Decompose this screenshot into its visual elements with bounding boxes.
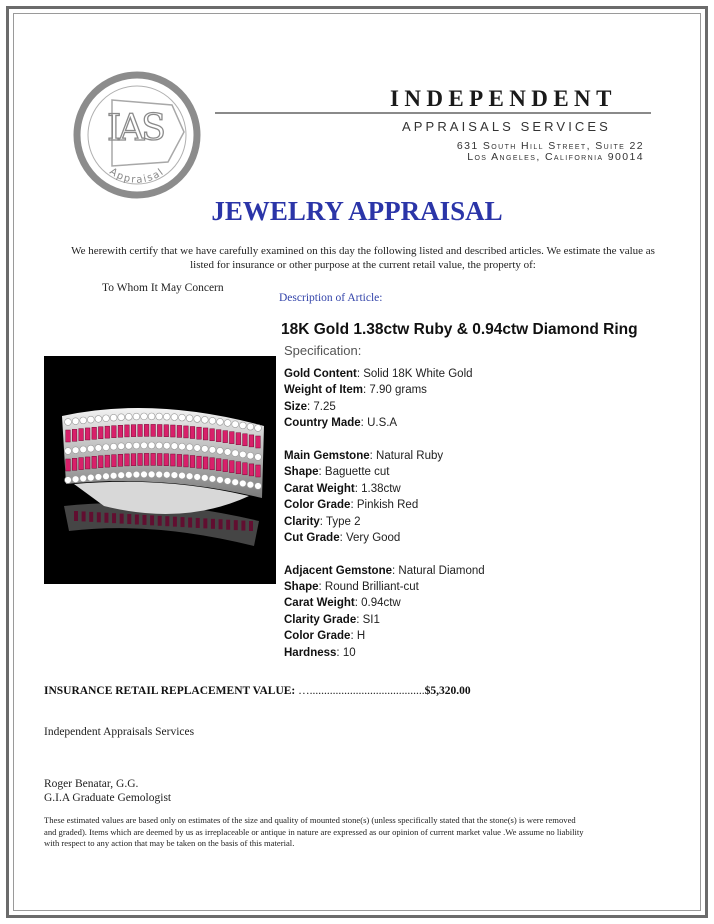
diamond-stone — [209, 417, 216, 424]
spec-row — [284, 563, 485, 579]
ruby-stone — [216, 459, 221, 471]
ruby-reflection — [181, 517, 185, 527]
diamond-stone — [156, 442, 163, 449]
spec-colon: : — [319, 515, 326, 528]
ruby-reflection — [188, 518, 192, 528]
ruby-stone — [236, 462, 241, 474]
diamond-stone — [103, 444, 110, 451]
ruby-stone — [79, 458, 84, 470]
ruby-stone — [125, 454, 130, 466]
diamond-stone — [80, 446, 87, 453]
spec-label: Country Made — [284, 417, 361, 430]
spec-label: Gold Content — [284, 368, 357, 380]
diamond-stone — [232, 450, 239, 457]
ruby-stone — [92, 456, 97, 468]
ruby-stone — [197, 456, 202, 468]
ruby-stone — [216, 430, 221, 442]
header-divider — [215, 112, 651, 114]
ruby-stone — [98, 427, 103, 439]
diamond-stone — [201, 445, 208, 452]
address-line-1: 631 South Hill Street, Suite 22 — [456, 140, 644, 152]
description-label: Description of Article: — [279, 292, 383, 304]
spec-row — [284, 415, 485, 431]
diamond-stone — [224, 478, 231, 485]
ruby-stone — [256, 465, 261, 477]
spec-colon: : — [336, 646, 343, 659]
diamond-stone — [186, 444, 193, 451]
ruby-reflection — [82, 511, 86, 521]
diamond-stone — [171, 414, 178, 421]
ruby-reflection — [135, 514, 139, 524]
ruby-reflection — [97, 512, 101, 522]
company-subtitle: APPRAISALS SERVICES — [402, 119, 611, 134]
diamond-stone — [217, 447, 224, 454]
spec-row — [284, 382, 485, 398]
diamond-stone — [217, 418, 224, 425]
ruby-stone — [229, 432, 234, 444]
diamond-stone — [217, 476, 224, 483]
diamond-stone — [247, 452, 254, 459]
ruby-stone — [98, 456, 103, 468]
diamond-stone — [171, 472, 178, 479]
item-title: 18K Gold 1.38ctw Ruby & 0.94ctw Diamond Ring — [281, 321, 638, 338]
logo-letters: IAS — [107, 108, 163, 149]
disclaimer: These estimated values are based only on estimates of the size and quality of mounted stone(s) (unless specifically stated that the stone(s) is were removed and graded). Items which are deemed by us as irreplaceable or antique in nature are expressed as our opinion of current market value .We assume no liability with respect to any action that may be taken on the basis of this material. — [44, 815, 584, 848]
diamond-stone — [125, 413, 132, 420]
ruby-stone — [72, 458, 77, 470]
diamond-stone — [255, 454, 262, 461]
diamond-stone — [103, 415, 110, 422]
diamond-stone — [194, 445, 201, 452]
diamond-stone — [179, 472, 186, 479]
spec-label: Adjacent Gemstone — [284, 564, 392, 577]
spec-label: Clarity — [284, 515, 320, 528]
ruby-stone — [243, 434, 248, 446]
diamond-stone — [148, 442, 155, 449]
ruby-reflection — [219, 519, 223, 529]
diamond-stone — [224, 420, 231, 427]
spec-value: Round Brilliant-cut — [324, 581, 419, 594]
ruby-stone — [223, 431, 228, 443]
ruby-stone — [256, 436, 261, 448]
diamond-stone — [87, 474, 94, 481]
certification-statement: We herewith certify that we have carefully examined on this day the following listed and described articles. We estimate the value as listed for insurance or other purpose at the current retail value, the property of: — [71, 245, 655, 271]
spec-value: Baguette cut — [324, 466, 390, 479]
ruby-reflection — [89, 512, 93, 522]
spec-group-gap — [284, 432, 485, 448]
spec-row — [284, 514, 485, 530]
diamond-stone — [125, 471, 132, 478]
ruby-stone — [157, 425, 162, 437]
spec-row — [284, 530, 485, 546]
ruby-stone — [92, 427, 97, 439]
diamond-stone — [247, 423, 254, 430]
ruby-stone — [190, 456, 195, 468]
ruby-reflection — [226, 520, 230, 530]
recipient: To Whom It May Concern — [102, 282, 224, 294]
ias-appraisal-logo — [72, 70, 202, 200]
diamond-stone — [72, 447, 79, 454]
diamond-stone — [179, 443, 186, 450]
ruby-reflection — [104, 513, 108, 523]
spec-colon: : — [369, 449, 377, 462]
spec-label: Color Grade — [284, 499, 351, 512]
diamond-stone — [118, 414, 125, 421]
spec-value: Very Good — [345, 531, 401, 544]
diamond-stone — [163, 413, 170, 420]
diamond-stone — [133, 442, 140, 449]
insurance-value-line — [44, 685, 471, 697]
diamond-stone — [209, 446, 216, 453]
diamond-stone — [194, 474, 201, 481]
ruby-reflection — [173, 517, 177, 527]
spec-value: Type 2 — [325, 515, 361, 528]
ruby-stone — [243, 463, 248, 475]
spec-colon: : — [363, 384, 370, 397]
ruby-stone — [131, 425, 136, 437]
ruby-reflection — [203, 518, 207, 528]
spec-label: Hardness — [284, 646, 337, 659]
spec-colon: : — [318, 581, 325, 594]
spec-colon: : — [360, 417, 368, 430]
spec-label: Carat Weight — [284, 482, 355, 495]
diamond-stone — [232, 479, 239, 486]
ruby-stone — [184, 455, 189, 467]
diamond-stone — [95, 445, 102, 452]
ruby-reflection — [74, 511, 78, 521]
diamond-stone — [133, 413, 140, 420]
address-line-2: Los Angeles, California 90014 — [467, 151, 644, 163]
diamond-stone — [133, 471, 140, 478]
ruby-stone — [138, 424, 143, 436]
spec-row — [284, 497, 485, 513]
spec-row — [284, 612, 485, 628]
diamond-stone — [141, 413, 148, 420]
ruby-stone — [229, 461, 234, 473]
spec-label: Color Grade — [284, 630, 351, 643]
ruby-stone — [157, 454, 162, 466]
insurance-value-amount: $5,320.00 — [424, 685, 471, 697]
ruby-stone — [79, 429, 84, 441]
ruby-stone — [131, 454, 136, 466]
diamond-stone — [156, 471, 163, 478]
spec-colon: : — [339, 531, 346, 544]
diamond-stone — [80, 475, 87, 482]
spec-row — [284, 399, 485, 415]
diamond-stone — [118, 443, 125, 450]
spec-value: 7.90 grams — [369, 384, 427, 397]
spec-label: Cut Grade — [284, 531, 340, 544]
spec-label: Shape — [284, 581, 319, 594]
diamond-stone — [110, 414, 117, 421]
insurance-value-leader: …........................................ — [298, 685, 425, 697]
diamond-stone — [194, 416, 201, 423]
diamond-stone — [95, 474, 102, 481]
spec-colon: : — [318, 466, 325, 479]
spec-value: U.S.A — [367, 417, 398, 430]
diamond-stone — [163, 442, 170, 449]
spec-row — [284, 579, 485, 595]
ruby-stone — [112, 426, 117, 438]
diamond-stone — [87, 445, 94, 452]
spec-value: 10 — [342, 646, 356, 659]
ring-photo — [44, 356, 276, 584]
spec-value: Natural Diamond — [398, 564, 485, 577]
spec-value: 7.25 — [313, 400, 336, 413]
spec-row — [284, 366, 485, 382]
diamond-stone — [87, 416, 94, 423]
diamond-stone — [141, 471, 148, 478]
diamond-stone — [103, 473, 110, 480]
ruby-stone — [210, 458, 215, 470]
specification-list — [284, 366, 485, 661]
ruby-stone — [151, 453, 156, 465]
ruby-stone — [105, 455, 110, 467]
spec-colon: : — [356, 368, 364, 380]
spec-value: SI1 — [362, 613, 380, 626]
spec-row — [284, 595, 485, 611]
spec-label: Main Gemstone — [284, 449, 370, 462]
ruby-stone — [105, 426, 110, 438]
ruby-stone — [249, 464, 254, 476]
diamond-stone — [239, 451, 246, 458]
ruby-reflection — [150, 515, 154, 525]
ruby-stone — [223, 460, 228, 472]
ruby-stone — [164, 425, 169, 437]
spec-colon: : — [350, 630, 357, 643]
spec-colon: : — [356, 613, 363, 626]
diamond-stone — [201, 416, 208, 423]
diamond-stone — [186, 473, 193, 480]
signer-organization: Independent Appraisals Services — [44, 726, 195, 738]
ruby-reflection — [249, 521, 253, 531]
diamond-stone — [65, 477, 72, 484]
ruby-stone — [171, 425, 176, 437]
diamond-stone — [118, 472, 125, 479]
ruby-stone — [85, 457, 90, 469]
ruby-stone — [72, 429, 77, 441]
ruby-stone — [177, 454, 182, 466]
spec-value: 1.38ctw — [361, 482, 401, 495]
ruby-stone — [85, 428, 90, 440]
ruby-stone — [203, 457, 208, 469]
signer-title: G.I.A Graduate Gemologist — [44, 792, 172, 804]
ruby-stone — [177, 425, 182, 437]
ruby-stone — [151, 424, 156, 436]
spec-group-gap — [284, 546, 485, 562]
diamond-stone — [110, 443, 117, 450]
signer-name: Roger Benatar, G.G. — [44, 778, 139, 790]
diamond-stone — [171, 443, 178, 450]
ruby-stone — [125, 425, 130, 437]
ruby-reflection — [158, 516, 162, 526]
ruby-stone — [66, 430, 71, 442]
logo-caption: Appraisal — [107, 166, 167, 186]
ruby-reflection — [241, 521, 245, 531]
diamond-stone — [179, 414, 186, 421]
ruby-reflection — [142, 515, 146, 525]
spec-value: Pinkish Red — [356, 499, 419, 512]
spec-row — [284, 448, 485, 464]
ruby-stone — [164, 454, 169, 466]
spec-row — [284, 645, 485, 661]
diamond-stone — [201, 474, 208, 481]
spec-colon: : — [350, 499, 357, 512]
spec-row — [284, 481, 485, 497]
ruby-reflection — [165, 516, 169, 526]
ruby-stone — [249, 435, 254, 447]
document-title: JEWELRY APPRAISAL — [211, 196, 503, 226]
diamond-stone — [65, 419, 72, 426]
spec-value: Natural Ruby — [376, 449, 444, 462]
diamond-stone — [72, 476, 79, 483]
ruby-stone — [171, 454, 176, 466]
diamond-stone — [148, 413, 155, 420]
diamond-stone — [186, 415, 193, 422]
spec-colon: : — [354, 482, 362, 495]
specification-label: Specification: — [284, 343, 362, 358]
ruby-stone — [236, 433, 241, 445]
diamond-stone — [148, 471, 155, 478]
diamond-stone — [239, 480, 246, 487]
diamond-stone — [255, 425, 262, 432]
diamond-stone — [95, 416, 102, 423]
ruby-stone — [112, 455, 117, 467]
spec-row — [284, 628, 485, 644]
ruby-reflection — [120, 514, 124, 524]
diamond-stone — [209, 475, 216, 482]
diamond-stone — [232, 421, 239, 428]
spec-label: Carat Weight — [284, 597, 355, 610]
ruby-reflection — [127, 514, 131, 524]
spec-value: Solid 18K White Gold — [363, 368, 473, 380]
ruby-reflection — [112, 513, 116, 523]
diamond-stone — [224, 449, 231, 456]
diamond-stone — [80, 417, 87, 424]
diamond-stone — [141, 442, 148, 449]
spec-colon: : — [392, 564, 399, 577]
spec-colon: : — [354, 597, 362, 610]
diamond-stone — [163, 471, 170, 478]
company-name: INDEPENDENT — [390, 86, 617, 111]
spec-value: H — [356, 630, 366, 643]
ruby-stone — [66, 459, 71, 471]
diamond-stone — [125, 442, 132, 449]
ruby-stone — [197, 427, 202, 439]
spec-label: Clarity Grade — [284, 613, 357, 626]
ruby-stone — [118, 454, 123, 466]
diamond-stone — [239, 422, 246, 429]
diamond-stone — [156, 413, 163, 420]
ruby-stone — [138, 453, 143, 465]
diamond-stone — [247, 481, 254, 488]
spec-colon: : — [307, 400, 314, 413]
ruby-reflection — [234, 520, 238, 530]
ruby-stone — [184, 426, 189, 438]
diamond-stone — [255, 483, 262, 490]
ruby-reflection — [211, 519, 215, 529]
spec-row — [284, 464, 485, 480]
ruby-reflection — [196, 518, 200, 528]
diamond-stone — [65, 448, 72, 455]
ruby-stone — [144, 453, 149, 465]
ruby-stone — [210, 429, 215, 441]
ruby-stone — [203, 428, 208, 440]
ruby-stone — [144, 424, 149, 436]
diamond-stone — [72, 418, 79, 425]
ruby-stone — [190, 427, 195, 439]
insurance-value-label: INSURANCE RETAIL REPLACEMENT VALUE: — [44, 685, 296, 697]
spec-label: Weight of Item — [284, 384, 364, 397]
ruby-stone — [118, 425, 123, 437]
svg-text:Appraisal — [107, 166, 166, 186]
spec-label: Shape — [284, 466, 319, 479]
spec-value: 0.94ctw — [361, 597, 401, 610]
spec-label: Size — [284, 400, 308, 413]
diamond-stone — [110, 472, 117, 479]
